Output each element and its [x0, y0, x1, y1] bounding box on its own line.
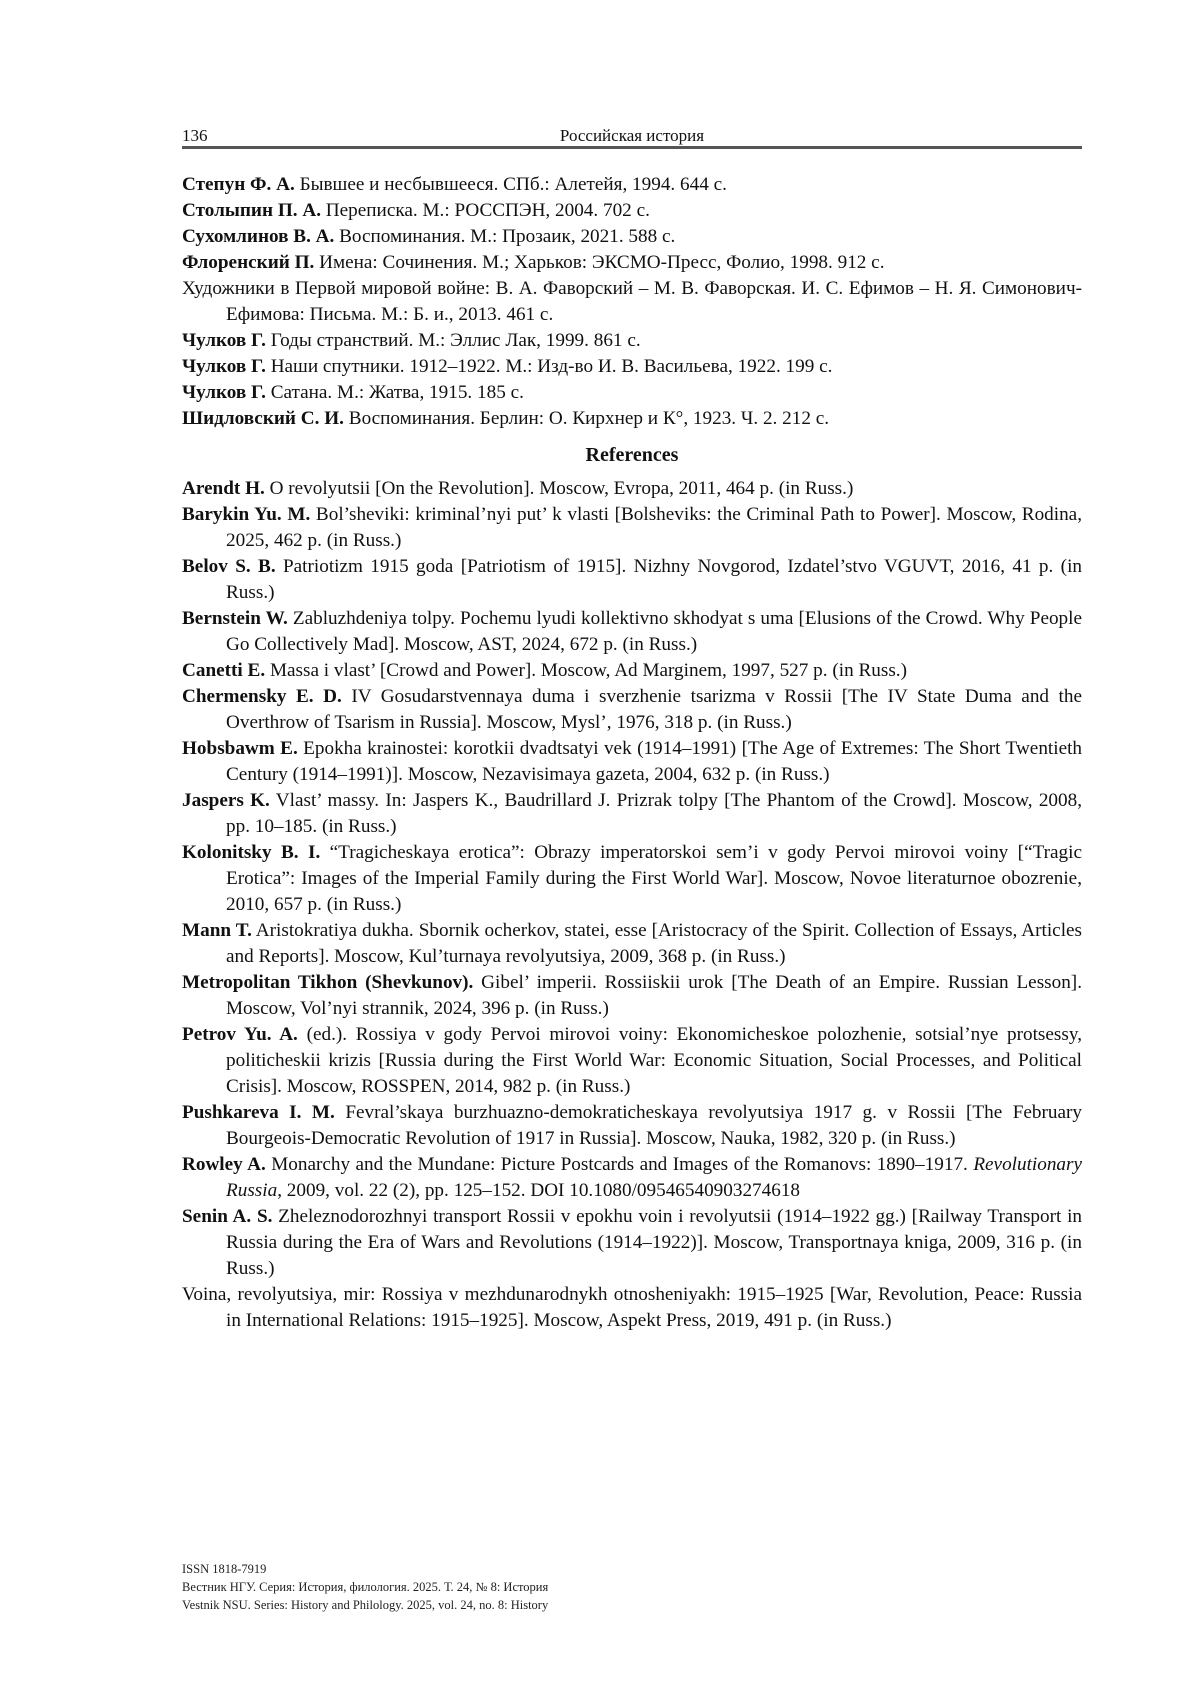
references-list: [182, 476, 1082, 1334]
source-entry: [182, 250, 1082, 276]
reference-journal: Revolutionary Russia: [226, 1154, 1083, 1201]
reference-entry: [182, 684, 1082, 736]
source-entry: [182, 276, 1082, 328]
source-author: Сухомлинов В. А.: [182, 226, 335, 247]
source-text: Воспоминания. Берлин: О. Кирхнер и К°, 1923. Ч. 2. 212 с.: [343, 408, 830, 429]
reference-author: Bernstein W.: [182, 608, 288, 629]
source-author: Шидловский С. И.: [182, 408, 344, 429]
source-text: Художники в Первой мировой войне: В. А. Фаворский – М. В. Фаворская. И. С. Ефимов – Н. Я. Симонович-Ефимова: Письма. М.: Б. и., 2013. 461 с.: [182, 278, 1082, 325]
reference-entry: [182, 658, 1082, 684]
source-author: Чулков Г.: [182, 356, 266, 377]
bibliography: [182, 172, 1082, 1334]
reference-author: Petrov Yu. A.: [182, 1024, 298, 1045]
page-footer: [182, 1560, 782, 1614]
page-number: 136: [182, 126, 208, 145]
reference-text: Monarchy and the Mundane: Picture Postcards and Images of the Romanovs: 1890–1917.: [265, 1154, 974, 1175]
source-text: Годы странствий. М.: Эллис Лак, 1999. 861 с.: [265, 330, 641, 351]
reference-entry: [182, 736, 1082, 788]
source-text: Имена: Сочинения. М.; Харьков: ЭКСМО-Пресс, Фолио, 1998. 912 с.: [314, 252, 885, 273]
reference-entry: [182, 1022, 1082, 1100]
reference-text: Epokha krainostei: korotkii dvadtsatyi vek (1914–1991) [The Age of Extremes: The Short Twentieth Century (1914–1991)]. Moscow, Nezavisimaya gazeta, 2004, 632 p. (in Russ.): [226, 738, 1083, 785]
reference-author: Kolonitsky B. I.: [182, 842, 321, 863]
reference-text: Bol’sheviki: kriminal’nyi put’ k vlasti [Bolsheviks: the Criminal Path to Power]. Moscow, Rodina, 2025, 462 p. (in Russ.): [226, 504, 1083, 551]
source-text: Бывшее и несбывшееся. СПб.: Алетейя, 1994. 644 с.: [294, 174, 727, 195]
source-entry: [182, 354, 1082, 380]
reference-text: Patriotizm 1915 goda [Patriotism of 1915]. Nizhny Novgorod, Izdatel’stvo VGUVT, 2016, 41 p. (in Russ.): [226, 556, 1082, 603]
reference-entry: [182, 918, 1082, 970]
russian-sources-list: [182, 172, 1082, 432]
page-header: [182, 118, 1082, 148]
source-entry: [182, 198, 1082, 224]
reference-text: Gibel’ imperii. Rossiiskii urok [The Death of an Empire. Russian Lesson]. Moscow, Vol’nyi strannik, 2024, 396 p. (in Russ.): [226, 972, 1082, 1019]
reference-author: Metropolitan Tikhon (Shevkunov).: [182, 972, 474, 993]
reference-entry: [182, 1282, 1082, 1334]
reference-text: , 2009, vol. 22 (2), pp. 125–152. DOI 10.1080/09546540903274618: [277, 1180, 801, 1201]
source-author: Флоренский П.: [182, 252, 315, 273]
reference-entry: [182, 840, 1082, 918]
reference-entry: [182, 1204, 1082, 1282]
source-text: Переписка. М.: РОССПЭН, 2004. 702 с.: [321, 200, 650, 221]
reference-author: Barykin Yu. M.: [182, 504, 311, 525]
source-author: Степун Ф. А.: [182, 174, 295, 195]
reference-text: Aristokratiya dukha. Sbornik ocherkov, statei, esse [Aristocracy of the Spirit. Collection of Essays, Articles and Reports]. Moscow, Kul’turnaya revolyutsiya, 2009, 368 p. (in Russ.): [226, 920, 1083, 967]
reference-entry: [182, 788, 1082, 840]
source-entry: [182, 172, 1082, 198]
source-entry: [182, 380, 1082, 406]
reference-entry: [182, 554, 1082, 606]
reference-author: Senin A. S.: [182, 1206, 273, 1227]
reference-text: IV Gosudarstvennaya duma i sverzhenie tsarizma v Rossii [The IV State Duma and the Overthrow of Tsarism in Russia]. Moscow, Mysl’, 1976, 318 p. (in Russ.): [226, 686, 1082, 733]
reference-author: Chermensky E. D.: [182, 686, 342, 707]
issn-line: ISSN 1818-7919: [182, 1562, 267, 1576]
reference-text: “Tragicheskaya erotica”: Obrazy imperatorskoi sem’i v gody Pervoi mirovoi voiny [“Tragic Erotica”: Images of the Imperial Family during the First World War]. Moscow, Novoe literaturnoe obozrenie, 2010, 657 p. (in Russ.): [226, 842, 1082, 915]
source-author: Столыпин П. А.: [182, 200, 321, 221]
journal-citation-ru: Вестник НГУ. Серия: История, филология. 2025. Т. 24, № 8: История: [182, 1580, 549, 1594]
reference-entry: [182, 606, 1082, 658]
reference-text: (ed.). Rossiya v gody Pervoi mirovoi voiny: Ekonomicheskoe polozhenie, sotsial’nye protsessy, politicheskii krizis [Russia during the First World War: Economic Situation, Social Processes, and Political Crisis]. Moscow, ROSSPEN, 2014, 982 p. (in Russ.): [226, 1024, 1082, 1097]
reference-author: Rowley A.: [182, 1154, 266, 1175]
reference-entry: [182, 970, 1082, 1022]
references-heading: References: [585, 444, 679, 466]
header-rule: [182, 146, 1082, 149]
journal-citation-en: Vestnik NSU. Series: History and Philology. 2025, vol. 24, no. 8: History: [182, 1598, 549, 1612]
reference-text: Vlast’ massy. In: Jaspers K., Baudrillard J. Prizrak tolpy [The Phantom of the Crowd]. Moscow, 2008, pp. 10–185. (in Russ.): [226, 790, 1082, 837]
source-text: Воспоминания. М.: Прозаик, 2021. 588 с.: [334, 226, 676, 247]
reference-entry: [182, 1100, 1082, 1152]
source-text: Сатана. М.: Жатва, 1915. 185 с.: [265, 382, 524, 403]
reference-text: Zabluzhdeniya tolpy. Pochemu lyudi kollektivno skhodyat s uma [Elusions of the Crowd. Why People Go Collectively Mad]. Moscow, AST, 2024, 672 p. (in Russ.): [226, 608, 1082, 655]
reference-text: Massa i vlast’ [Crowd and Power]. Moscow, Ad Marginem, 1997, 527 p. (in Russ.): [265, 660, 907, 681]
reference-author: Pushkareva I. M.: [182, 1102, 335, 1123]
source-entry: [182, 406, 1082, 432]
reference-author: Mann T.: [182, 920, 252, 941]
source-author: Чулков Г.: [182, 382, 266, 403]
source-text: Наши спутники. 1912–1922. М.: Изд-во И. В. Васильева, 1922. 199 с.: [265, 356, 833, 377]
reference-author: Belov S. B.: [182, 556, 276, 577]
reference-author: Jaspers K.: [182, 790, 270, 811]
reference-author: Hobsbawm E.: [182, 738, 298, 759]
running-title: Российская история: [559, 126, 705, 145]
reference-entry: [182, 502, 1082, 554]
reference-text: Fevral’skaya burzhuazno-demokraticheskaya revolyutsiya 1917 g. v Rossii [The February Bourgeois-Democratic Revolution of 1917 in Russia]. Moscow, Nauka, 1982, 320 p. (in Russ.): [226, 1102, 1082, 1149]
reference-entry: [182, 476, 1082, 502]
source-author: Чулков Г.: [182, 330, 266, 351]
reference-text: O revolyutsii [On the Revolution]. Moscow, Evropa, 2011, 464 p. (in Russ.): [264, 478, 854, 499]
source-entry: [182, 224, 1082, 250]
source-entry: [182, 328, 1082, 354]
reference-author: Arendt H.: [182, 478, 265, 499]
reference-text: Voina, revolyutsiya, mir: Rossiya v mezhdunarodnykh otnosheniyakh: 1915–1925 [War, Revolution, Peace: Russia in International Relations: 1915–1925]. Moscow, Aspekt Press, 2019, 491 p. (in Russ.): [182, 1284, 1082, 1331]
reference-entry: [182, 1152, 1082, 1204]
reference-author: Canetti E.: [182, 660, 266, 681]
reference-text: Zheleznodorozhnyi transport Rossii v epokhu voin i revolyutsii (1914–1922 gg.) [Railway Transport in Russia during the Era of Wars and Revolutions (1914–1922)]. Moscow, Transportnaya kniga, 2009, 316 p. (in Russ.): [226, 1206, 1082, 1279]
